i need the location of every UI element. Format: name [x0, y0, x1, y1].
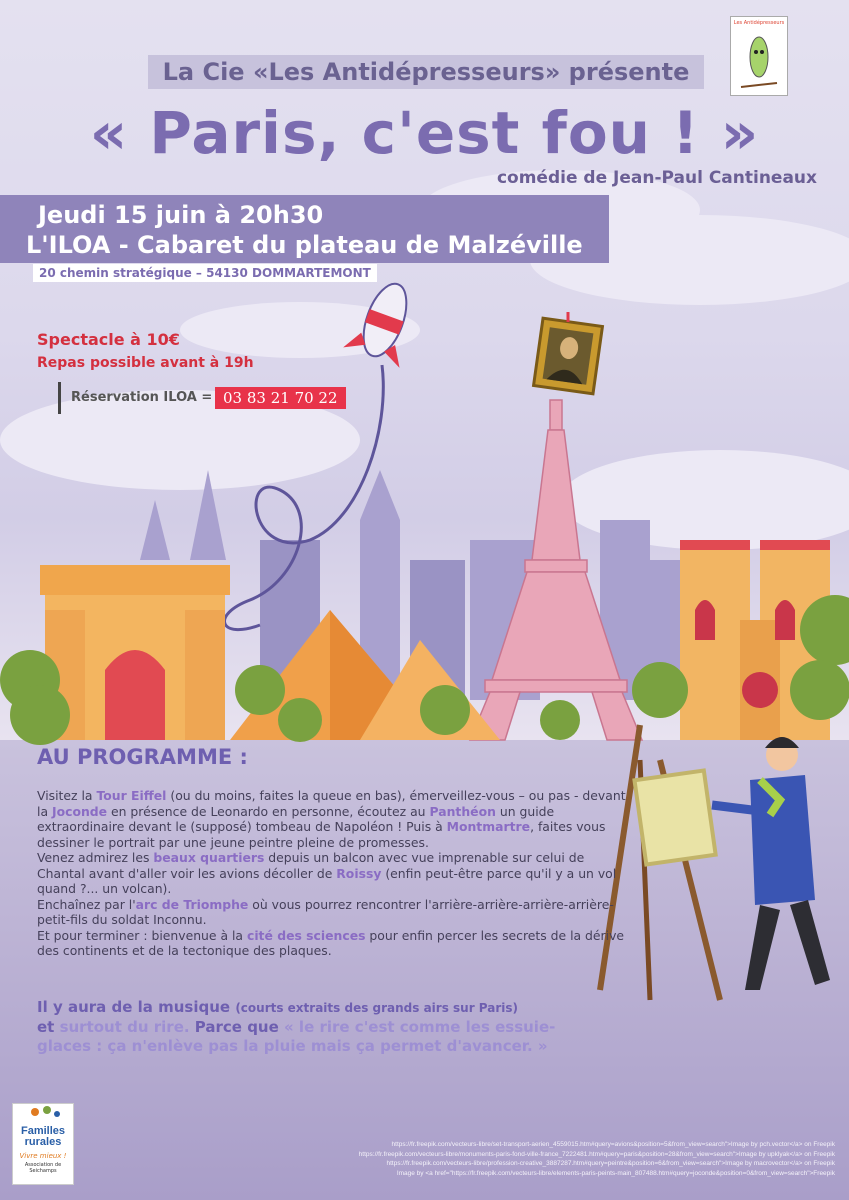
painter-with-easel — [600, 725, 830, 1000]
because-word: Parce que — [189, 1018, 285, 1036]
program-text-segment: un guide extraordinaire devant le (supposé) tombeau de Napoléon ! Puis à — [37, 803, 555, 834]
program-text-segment: en présence de Leonardo en personne, écoutez au — [107, 803, 430, 819]
highlight-place: Roissy — [336, 865, 382, 881]
event-date: Jeudi 15 juin à 20h30 — [38, 201, 324, 229]
highlight-place: Panthéon — [429, 803, 496, 819]
highlight-place: Joconde — [51, 803, 108, 819]
event-venue: L'ILOA - Cabaret du plateau de Malzéville — [26, 231, 583, 259]
highlight-place: beaux quartiers — [153, 850, 265, 865]
program-paragraph — [37, 788, 627, 850]
event-address: 20 chemin stratégique – 54130 DOMMARTEMONT — [33, 264, 377, 282]
program-paragraph — [37, 928, 627, 959]
closing-statement — [37, 998, 577, 1056]
laugh-line: surtout du rire. — [59, 1018, 190, 1036]
program-text-segment: Visitez la — [37, 788, 97, 803]
image-credits — [215, 1140, 835, 1178]
quote: « le rire c'est comme les essuie-glaces : ça n'enlève pas la pluie mais ça permet d'avancer. » — [37, 1018, 556, 1055]
logo-slogan: Vivre mieux ! — [19, 1152, 67, 1160]
program-paragraph — [37, 897, 627, 928]
program-text-segment: depuis un balcon avec vue imprenable sur celui de Chantal avant d'aller voir les avions décoller de — [37, 850, 585, 881]
highlight-place: cité des sciences — [246, 927, 366, 943]
family-figures-icon — [13, 1104, 73, 1126]
credit-line: https://fr.freepik.com/vecteurs-libre/monuments-paris-fond-ville-france_7222481.htm#query=paris&position=28&from_view=search">Image by upklyak</a> on Freepik — [358, 1150, 835, 1158]
program-text — [37, 788, 627, 959]
music-line: Il y aura de la musique — [37, 998, 231, 1016]
reservation-label: Réservation ILOA = — [58, 382, 212, 414]
show-title: « Paris, c'est fou ! » — [89, 99, 760, 167]
music-note: (courts extraits des grands airs sur Paris) — [235, 1001, 519, 1015]
logo-association: Association de Seichamps — [24, 1162, 62, 1174]
credit-line: https://fr.freepik.com/vecteurs-libre/profession-creative_3887287.htm#query=peintre&position=6&from_view=search">Image by macrovector</a> on Freepik — [386, 1160, 835, 1167]
reservation-phone[interactable]: 03 83 21 70 22 — [215, 387, 346, 409]
logo-name: Familles rurales — [20, 1125, 66, 1148]
program-text-segment: pour enfin percer les secrets de la dérive des continents et de la tectonique des plaques. — [37, 927, 625, 958]
program-paragraph — [37, 850, 627, 897]
program-text-segment: Enchaînez par l' — [37, 896, 136, 912]
program-text-segment: (ou du moins, faites la queue en bas), émerveillez-vous – ou pas - devant la — [37, 788, 626, 819]
highlight-place: Montmartre — [446, 819, 531, 834]
credit-line: https://fr.freepik.com/vecteurs-libre/set-transport-aerien_4559015.htm#query=avions&position=5&from_view=search">Image by pch.vector</a> on Freepik — [391, 1141, 835, 1148]
laugh-prefix: et — [37, 1018, 60, 1036]
presenter-banner: La Cie «Les Antidépresseurs» présente — [148, 55, 704, 89]
meal-info: Repas possible avant à 19h — [37, 355, 254, 371]
highlight-place: arc de Triomphe — [135, 896, 249, 912]
mona-lisa-painting — [534, 318, 603, 394]
familles-rurales-logo — [12, 1103, 74, 1185]
author-line: comédie de Jean-Paul Cantineaux — [496, 168, 817, 188]
program-text-segment: Venez admirez les — [37, 850, 154, 865]
program-heading: AU PROGRAMME : — [37, 745, 248, 769]
program-text-segment: où vous pourrez rencontrer l'arrière-arrière-arrière-arrière-petit-fils du soldat Inconnu. — [37, 896, 614, 927]
antidepresseur-mascot-icon — [731, 17, 787, 95]
credit-line: Image by <a href="https://fr.freepik.com/vecteurs-libre/elements-paris-peints-main_807488.htm#query=joconde&position=0&from_view=search">Freepik — [396, 1169, 835, 1177]
company-logo: Les Antidépresseurs — [730, 16, 788, 96]
program-text-segment: , faites vous dessiner le portrait par une jeune peintre pleine de promesses. — [37, 819, 606, 850]
ticket-price: Spectacle à 10€ — [37, 330, 180, 349]
highlight-place: Tour Eiffel — [96, 788, 167, 803]
program-text-segment: (enfin peut-être parce qu'il y a un vol quand ?... un volcan). — [37, 865, 617, 896]
program-text-segment: Et pour terminer : bienvenue à la — [37, 927, 247, 943]
